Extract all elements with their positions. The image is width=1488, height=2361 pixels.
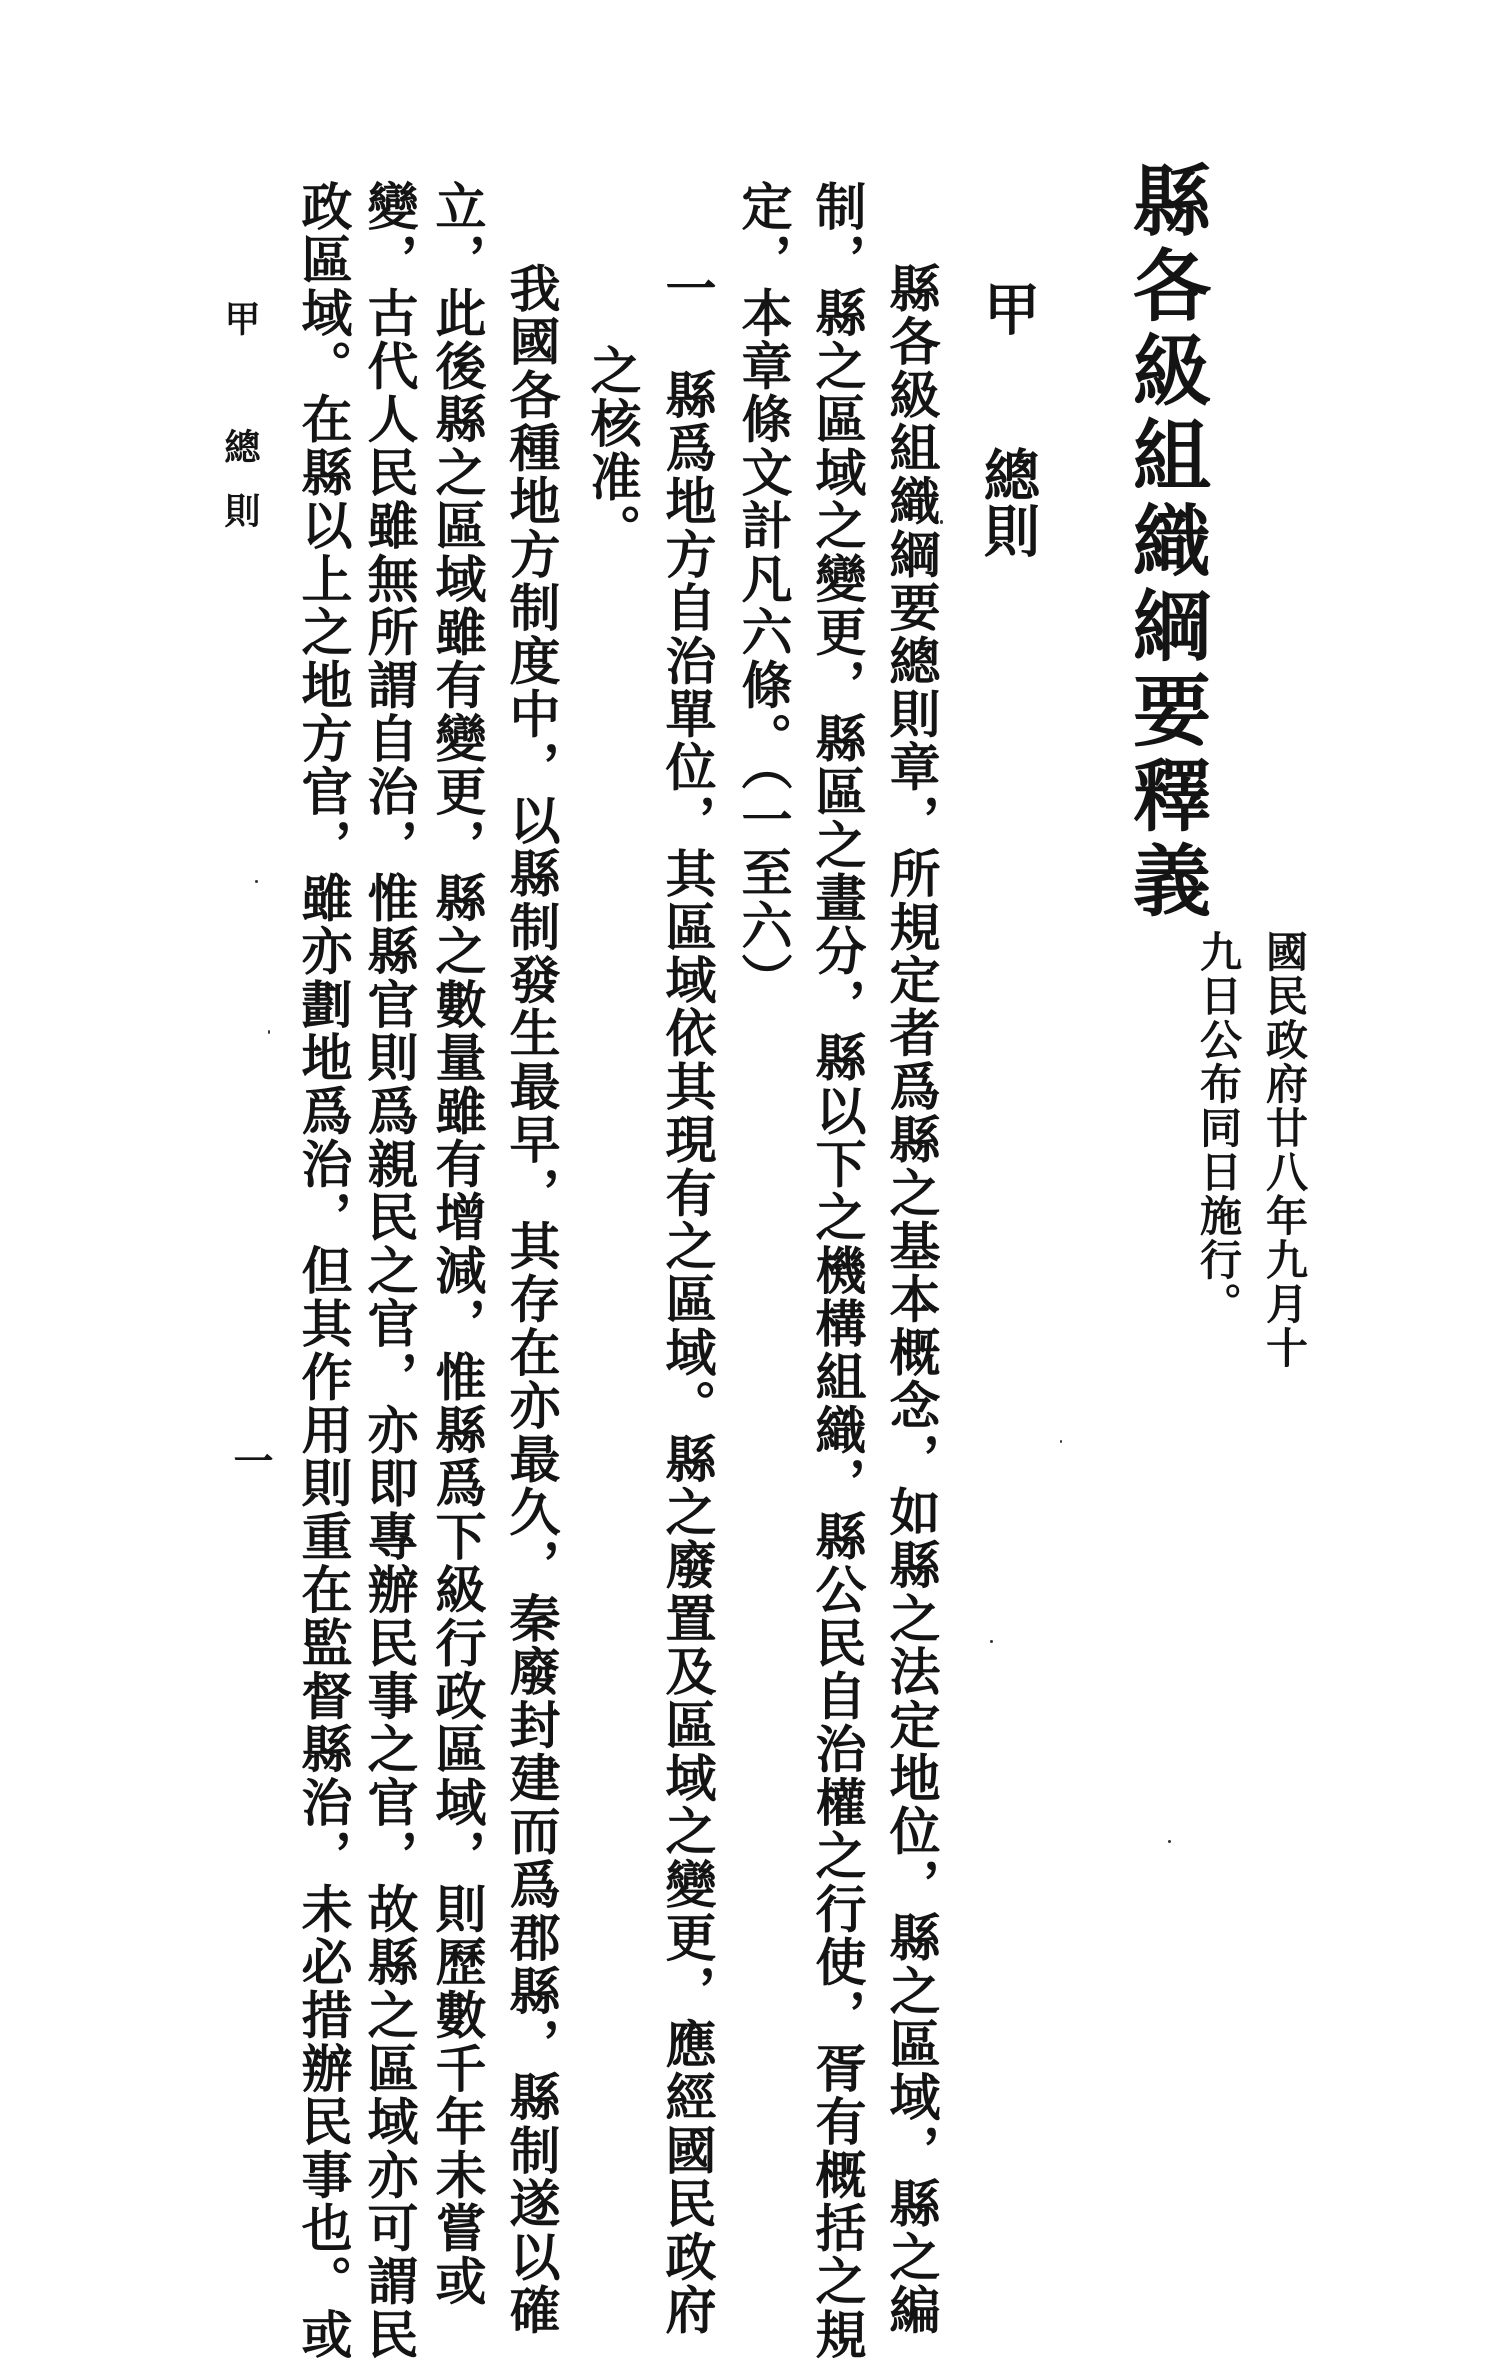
section-heading-name: 總則 [975, 446, 1041, 558]
text-column-2: 制，縣之區域之變更，縣區之畫分，縣以下之機構組織，縣公民自治權之行使，胥有概括之規 [806, 180, 866, 2361]
section-heading [975, 280, 1041, 558]
text-column-6: 我國各種地方制度中，以縣制發生最早，其存在亦最久，秦廢封建而爲郡縣，縣制遂以確 [500, 262, 560, 2337]
promulgation-note [1185, 930, 1317, 1370]
text-column-8: 變，古代人民雖無所謂自治，惟縣官則爲親民之官，亦即專辦民事之官，故縣之區域亦可謂民 [358, 180, 418, 2361]
print-speck [940, 520, 943, 524]
print-speck [1060, 1440, 1062, 1443]
article-1-text: 一 縣爲地方自治單位，其區域依其現有之區域。縣之廢置及區域之變更，應經國民政府 [656, 262, 716, 2337]
running-footer: 甲 總則 [219, 300, 261, 556]
text-column-3: 定，本章條文計凡六條。（一至六） [732, 180, 792, 1006]
print-speck [268, 1030, 270, 1034]
text-column-7: 立，此後縣之區域雖有變更，縣之數量雖有增減，惟縣爲下級行政區域，則歷數千年未嘗或 [426, 180, 486, 2308]
page-title: 縣各級組織綱要釋義 [1120, 160, 1211, 925]
print-speck [1168, 1840, 1171, 1843]
print-speck [990, 1640, 993, 1643]
section-heading-prefix: 甲 [975, 280, 1041, 336]
text-column-9: 政區域。在縣以上之地方官，雖亦劃地爲治，但其作用則重在監督縣治，未必措辦民事也。或 [292, 180, 352, 2361]
promulgation-note-line-1: 國民政府廿八年九月十 [1260, 930, 1309, 1370]
article-1-continuation: 之核准。 [581, 344, 641, 557]
promulgation-note-line-2: 九日公布同日施行。 [1194, 930, 1243, 1326]
page-number: 一 [227, 1440, 274, 1480]
print-speck [255, 880, 258, 883]
text-column-1: 縣各級組織綱要總則章，所規定者爲縣之基本概念，如縣之法定地位，縣之區域，縣之編 [880, 262, 940, 2337]
